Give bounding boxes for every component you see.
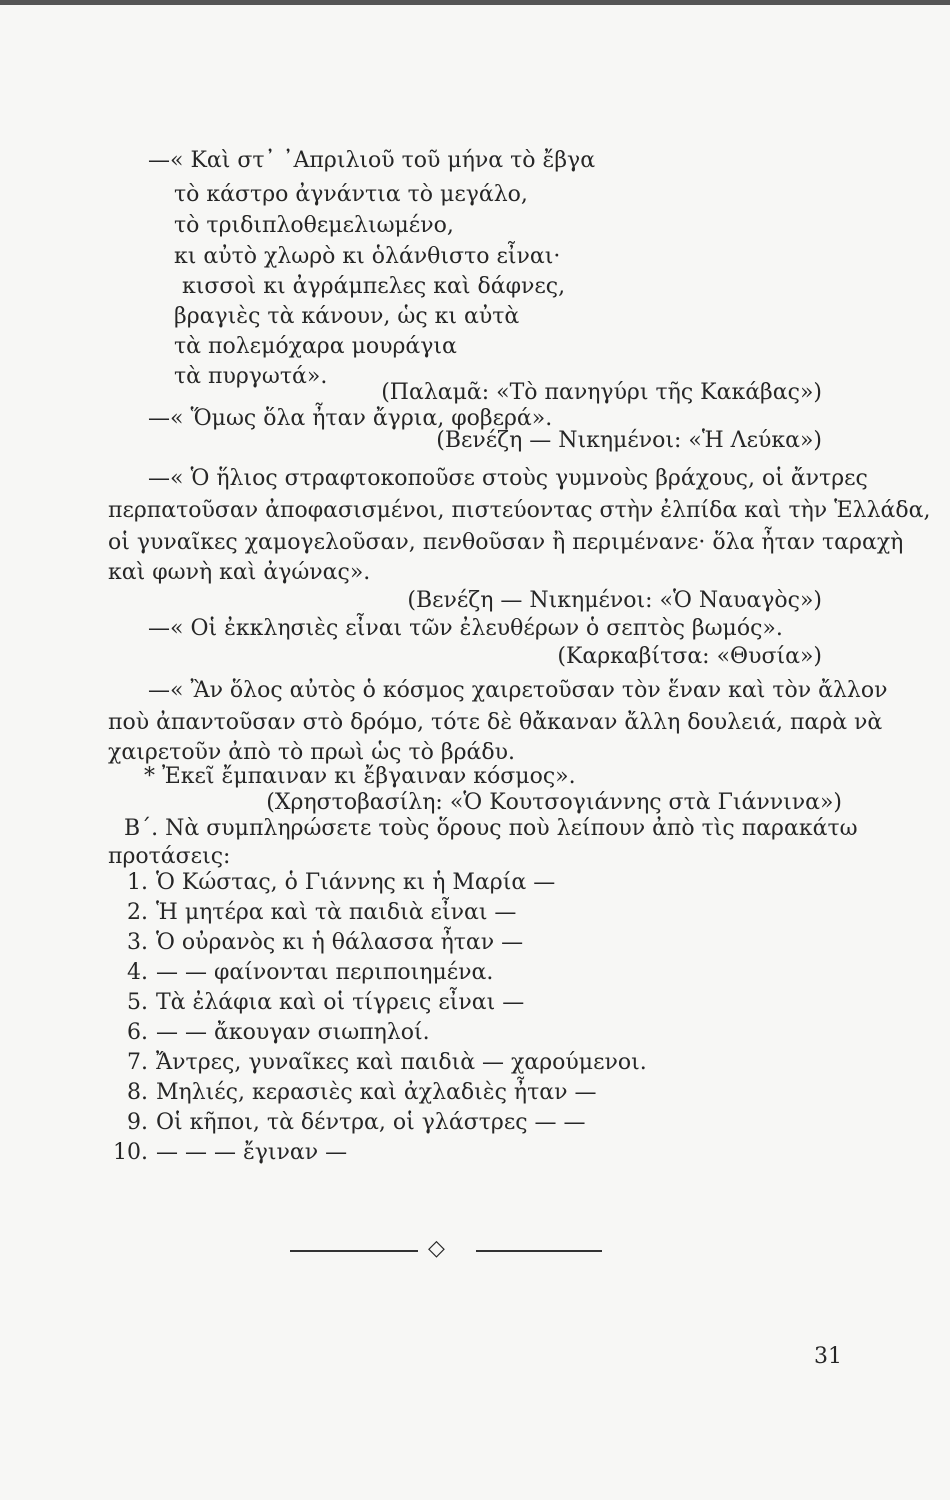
- ornament-rule-right: [476, 1250, 602, 1252]
- poem-line-3: τὸ τριδιπλοθεμελιωμένο,: [174, 213, 454, 238]
- ornament-diamond-icon: ◇: [428, 1236, 445, 1261]
- exercise-item-text: Ἡ μητέρα καὶ τὰ παιδιὰ εἶναι —: [156, 900, 517, 925]
- exercise-item-text: Ἄντρες, γυναῖκες καὶ παιδιὰ — χαρούμενοι.: [156, 1050, 647, 1075]
- exercise-b-intro-line-1: Β΄. Νὰ συμπληρώσετε τοὺς ὅρους ποὺ λείπουν ἀπὸ τὶς παρακάτω: [124, 816, 858, 841]
- poem-line-1: —« Καὶ στ᾿ ᾿Απριλιοῦ τοῦ μήνα τὸ ἔβγα: [148, 148, 596, 173]
- quote-an-line-2: ποὺ ἀπαντοῦσαν στὸ δρόμο, τότε δὲ θἄκαναν ἄλλη δουλειά, παρὰ νὰ: [108, 710, 883, 735]
- quote-an-line-3: χαιρετοῦν ἀπὸ τὸ πρωὶ ὡς τὸ βράδυ.: [108, 740, 515, 765]
- quote-an-line-4: * Ἐκεῖ ἔμπαιναν κι ἔβγαιναν κόσμος».: [144, 764, 576, 789]
- quote-ilios-line-4: καὶ φωνὴ καὶ ἀγώνας».: [108, 560, 371, 585]
- exercise-item-text: Μηλιές, κερασιὲς καὶ ἀχλαδιὲς ἦταν —: [156, 1080, 597, 1105]
- exercise-item-number: 10.: [113, 1140, 148, 1165]
- exercise-item-text: — — ἄκουγαν σιωπηλοί.: [156, 1020, 430, 1045]
- page-number: 31: [814, 1344, 842, 1369]
- exercise-item-number: 7.: [127, 1050, 148, 1075]
- poem-line-4: κι αὐτὸ χλωρὸ κι ὁλάνθιστο εἶναι·: [174, 244, 561, 269]
- exercise-item-number: 6.: [127, 1020, 148, 1045]
- exercise-item-text: Ὁ οὐρανὸς κι ἡ θάλασσα ἦταν —: [156, 930, 524, 955]
- exercise-item-number: 1.: [127, 870, 148, 895]
- poem-line-8: τὰ πυργωτά».: [174, 364, 328, 389]
- poem-line-7: τὰ πολεμόχαρα μουράγια: [174, 334, 457, 359]
- quote-omos: —« Ὅμως ὅλα ἦταν ἄγρια, φοβερά».: [148, 406, 553, 431]
- top-border: [0, 0, 950, 5]
- exercise-item-text: — — — ἔγιναν —: [156, 1140, 348, 1165]
- source-karkavitsa: (Καρκαβίτσα: «Θυσία»): [557, 644, 822, 669]
- source-venezi-1: (Βενέζη — Νικημένοι: «Ἡ Λεύκα»): [436, 428, 822, 453]
- exercise-item-text: — — φαίνονται περιποιημένα.: [156, 960, 494, 985]
- source-christovasili: (Χρηστοβασίλη: «Ὁ Κουτσογιάννης στὰ Γιάννινα»): [266, 790, 842, 815]
- source-venezi-2: (Βενέζη — Νικημένοι: «Ὁ Ναυαγὸς»): [407, 588, 822, 613]
- poem-line-2: τὸ κάστρο ἀγνάντια τὸ μεγάλο,: [174, 182, 528, 207]
- poem-line-6: βραγιὲς τὰ κάνουν, ὡς κι αὐτὰ: [174, 304, 520, 329]
- exercise-item-text: Τὰ ἐλάφια καὶ οἱ τίγρεις εἶναι —: [156, 990, 525, 1015]
- exercise-item-text: Ὁ Κώστας, ὁ Γιάννης κι ἡ Μαρία —: [156, 870, 556, 895]
- poem-line-5: κισσοὶ κι ἀγράμπελες καὶ δάφνες,: [182, 274, 566, 299]
- quote-ekklisies: —« Οἱ ἐκκλησιὲς εἶναι τῶν ἐλευθέρων ὁ σεπτὸς βωμός».: [148, 616, 783, 641]
- exercise-item-text: Οἱ κῆποι, τὰ δέντρα, οἱ γλάστρες — —: [156, 1110, 586, 1135]
- quote-ilios-line-1: —« Ὁ ἥλιος στραφτοκοποῦσε στοὺς γυμνοὺς βράχους, οἱ ἄντρες: [148, 466, 868, 491]
- exercise-b-intro-line-2: προτάσεις:: [108, 844, 231, 869]
- exercise-item-number: 4.: [127, 960, 148, 985]
- quote-ilios-line-3: οἱ γυναῖκες χαμογελοῦσαν, πενθοῦσαν ἢ περιμένανε· ὅλα ἦταν ταραχὴ: [108, 530, 904, 555]
- exercise-item-number: 5.: [127, 990, 148, 1015]
- exercise-item-number: 8.: [127, 1080, 148, 1105]
- quote-ilios-line-2: περπατοῦσαν ἀποφασισμένοι, πιστεύοντας στὴν ἐλπίδα καὶ τὴν Ἑλλάδα,: [108, 498, 931, 523]
- source-palamas: (Παλαμᾶ: «Τὸ πανηγύρι τῆς Κακάβας»): [381, 380, 822, 405]
- exercise-item-number: 9.: [127, 1110, 148, 1135]
- ornament-rule-left: [290, 1250, 418, 1252]
- exercise-item-number: 3.: [127, 930, 148, 955]
- quote-an-line-1: —« Ἂν ὅλος αὐτὸς ὁ κόσμος χαιρετοῦσαν τὸν ἕναν καὶ τὸν ἄλλον: [148, 678, 888, 703]
- exercise-item-number: 2.: [127, 900, 148, 925]
